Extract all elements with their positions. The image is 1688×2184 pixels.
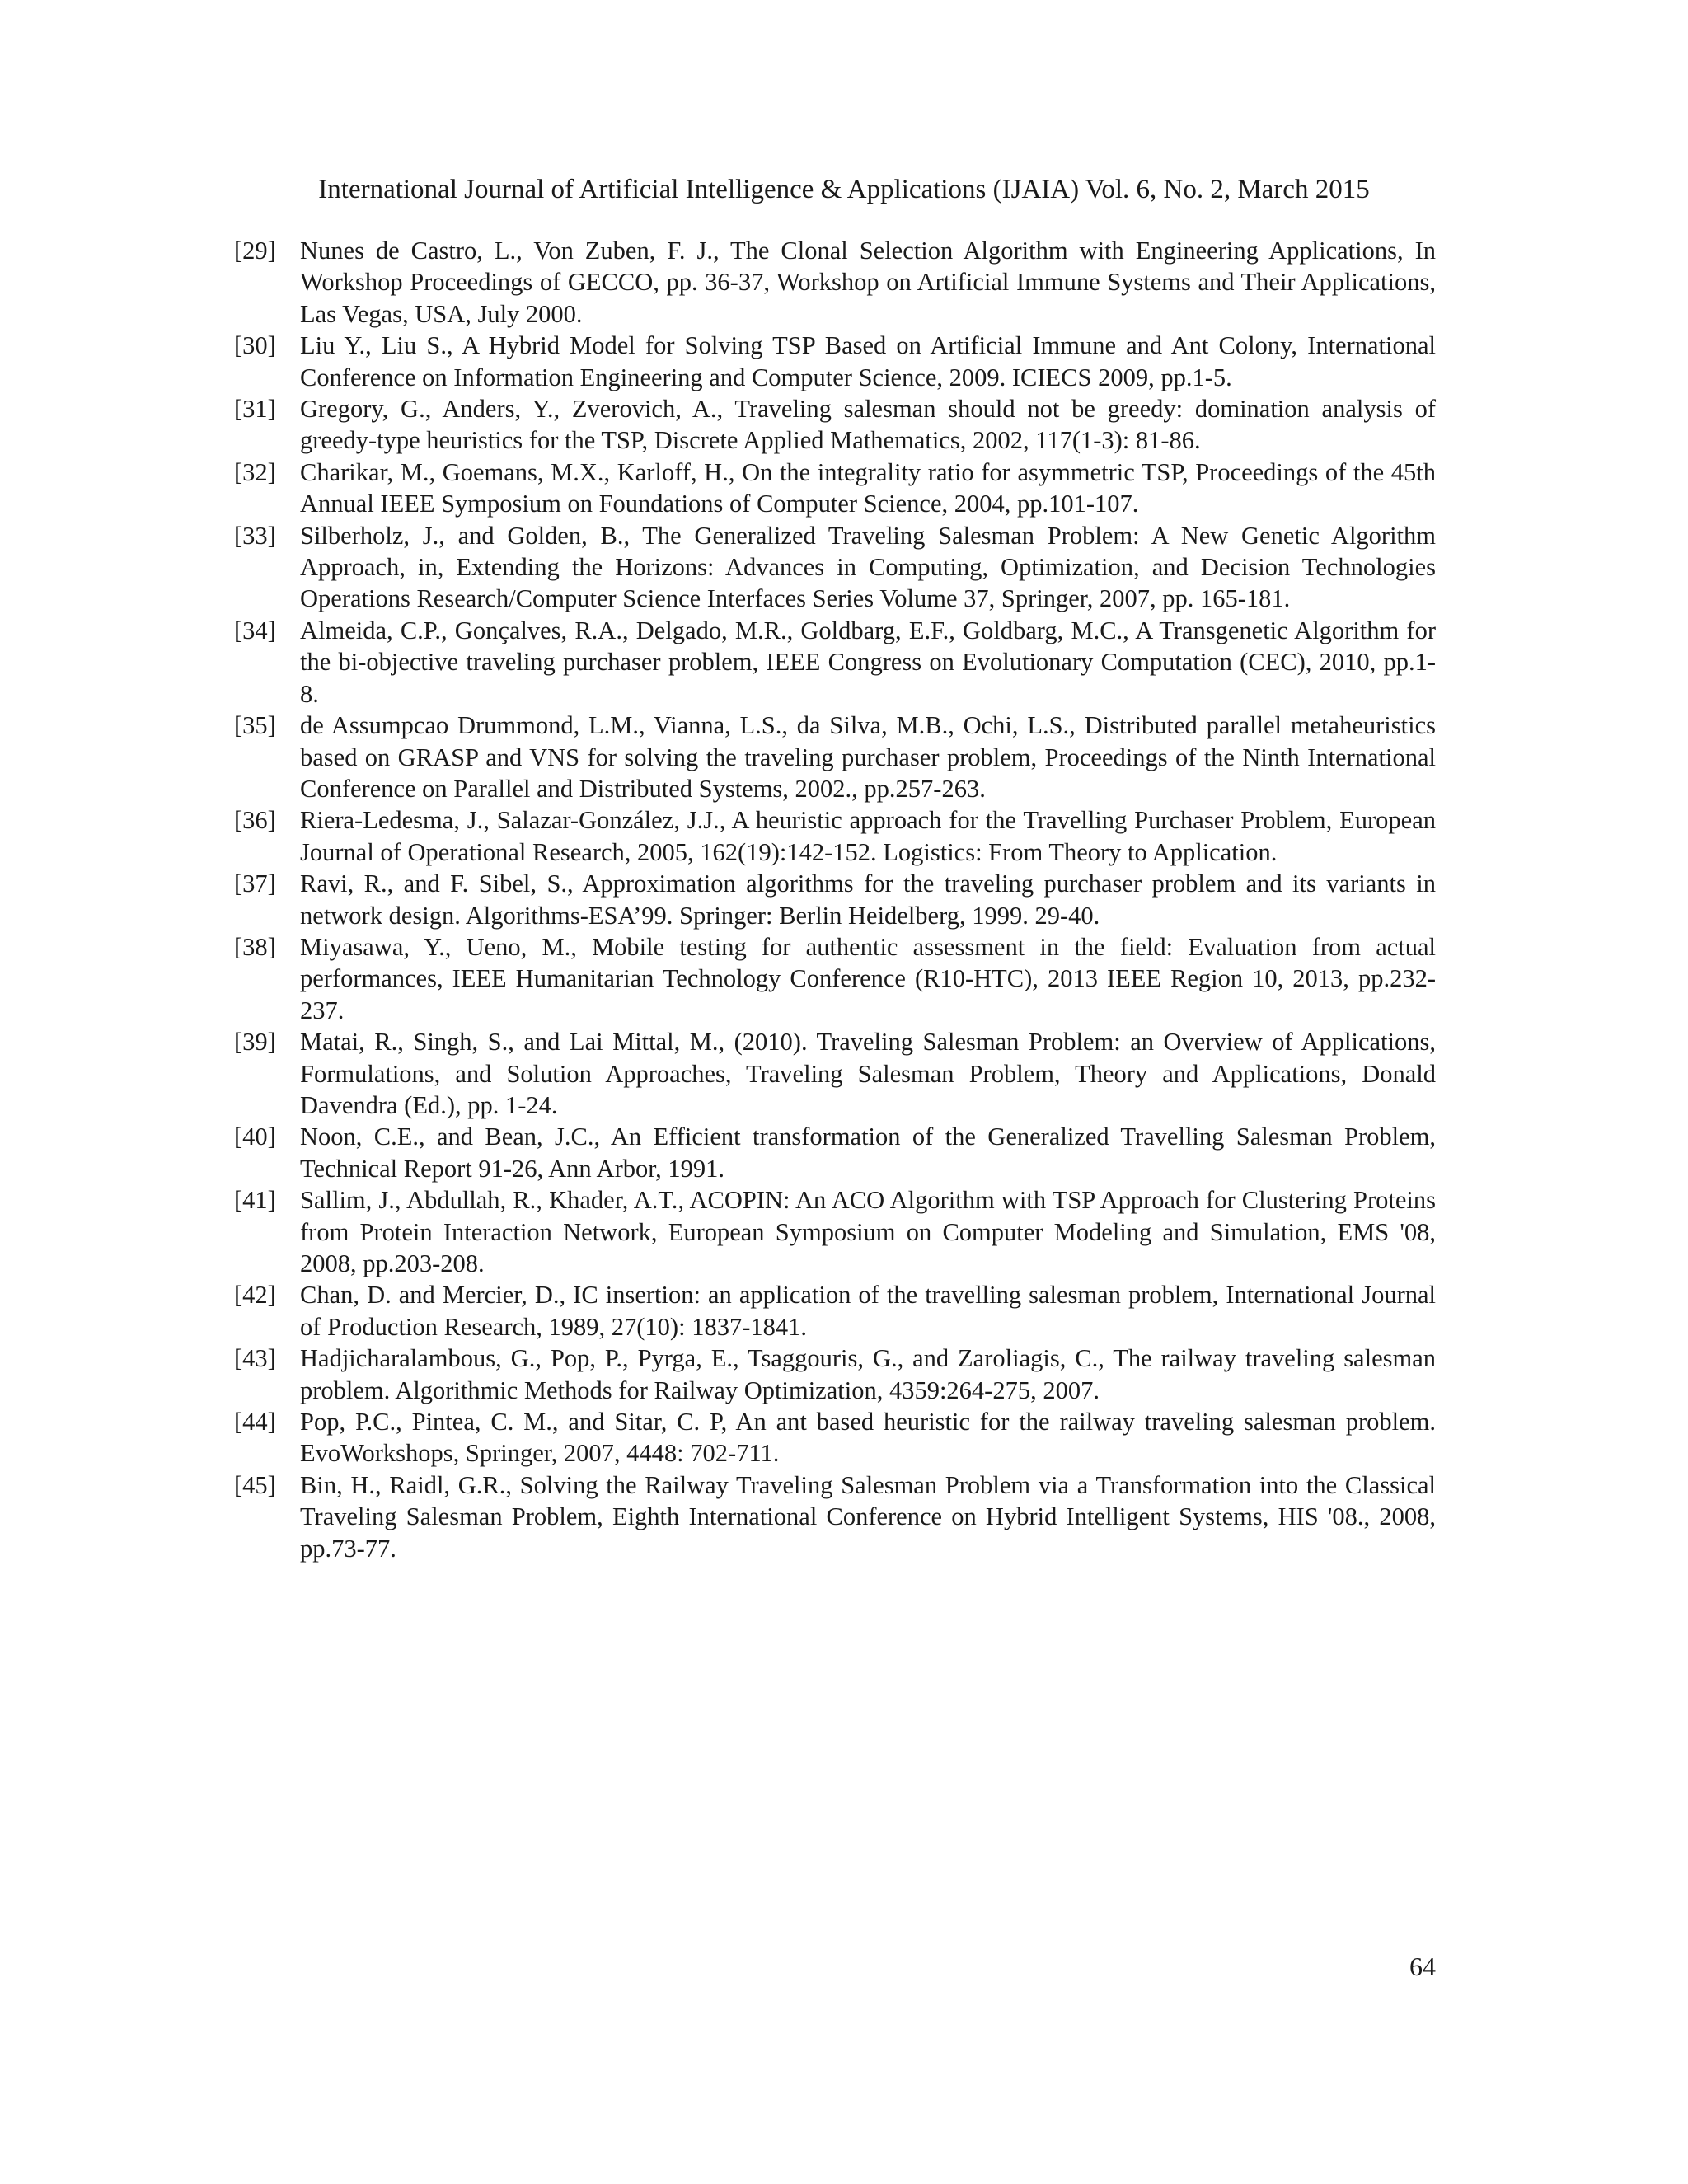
reference-item bbox=[234, 868, 1436, 931]
reference-item bbox=[234, 1026, 1436, 1121]
reference-item bbox=[234, 1343, 1436, 1406]
reference-item bbox=[234, 931, 1436, 1026]
reference-number: [37] bbox=[234, 869, 276, 898]
reference-item bbox=[234, 1406, 1436, 1469]
reference-text: Miyasawa, Y., Ueno, M., Mobile testing for authentic assessment in the field: Evaluation from actual performances, IEEE Humanitarian Technology Conference (R10-HTC), 2013 IEEE Region 10, 2013, pp.232-237. bbox=[300, 932, 1436, 1024]
reference-number: [35] bbox=[234, 711, 276, 740]
page-number: 64 bbox=[1409, 1952, 1436, 1981]
reference-text: Noon, C.E., and Bean, J.C., An Efficient transformation of the Generalized Travelling Salesman Problem, Technical Report 91-26, Ann Arbor, 1991. bbox=[300, 1122, 1436, 1183]
running-header: International Journal of Artificial Intelligence & Applications (IJAIA) Vol. 6, No. 2, March 2015 bbox=[318, 175, 1370, 204]
reference-text: Bin, H., Raidl, G.R., Solving the Railway Traveling Salesman Problem via a Transformation into the Classical Traveling Salesman Problem, Eighth International Conference on Hybrid Intelligent Systems, HIS '08., 2008, pp.73-77. bbox=[300, 1470, 1436, 1563]
reference-item bbox=[234, 457, 1436, 520]
reference-text: Riera-Ledesma, J., Salazar-González, J.J., A heuristic approach for the Travelling Purchaser Problem, European Journal of Operational Research, 2005, 162(19):142-152. Logistics: From Theory to Application. bbox=[300, 806, 1436, 866]
reference-number: [42] bbox=[234, 1281, 276, 1310]
reference-item bbox=[234, 235, 1436, 330]
reference-number: [29] bbox=[234, 237, 276, 265]
reference-item bbox=[234, 393, 1436, 457]
reference-number: [43] bbox=[234, 1344, 276, 1373]
reference-item bbox=[234, 804, 1436, 868]
reference-text: Chan, D. and Mercier, D., IC insertion: an application of the travelling salesman problem, International Journal of Production Research, 1989, 27(10): 1837-1841. bbox=[300, 1281, 1436, 1341]
reference-number: [40] bbox=[234, 1122, 276, 1151]
reference-item bbox=[234, 615, 1436, 710]
reference-number: [31] bbox=[234, 395, 276, 424]
reference-text: Pop, P.C., Pintea, C. M., and Sitar, C. P, An ant based heuristic for the railway traveling salesman problem. EvoWorkshops, Springer, 2007, 4448: 702-711. bbox=[300, 1408, 1436, 1468]
reference-item bbox=[234, 1469, 1436, 1564]
reference-number: [36] bbox=[234, 806, 276, 835]
reference-item bbox=[234, 1121, 1436, 1184]
reference-text: Almeida, C.P., Gonçalves, R.A., Delgado, M.R., Goldbarg, E.F., Goldbarg, M.C., A Transgenetic Algorithm for the bi-objective traveling purchaser problem, IEEE Congress on Evolutionary Computation (CEC), 2010, pp.1-8. bbox=[300, 616, 1436, 708]
reference-number: [39] bbox=[234, 1028, 276, 1057]
reference-text: Ravi, R., and F. Sibel, S., Approximation algorithms for the traveling purchaser problem and its variants in network design. Algorithms-ESA’99. Springer: Berlin Heidelberg, 1999. 29-40. bbox=[300, 869, 1436, 930]
reference-text: Hadjicharalambous, G., Pop, P., Pyrga, E., Tsaggouris, G., and Zaroliagis, C., The railway traveling salesman problem. Algorithmic Methods for Railway Optimization, 4359:264-275, 2007. bbox=[300, 1344, 1436, 1404]
reference-text: Liu Y., Liu S., A Hybrid Model for Solving TSP Based on Artificial Immune and Ant Colony, International Conference on Information Engineering and Computer Science, 2009. ICIECS 2009, pp.1-5. bbox=[300, 331, 1436, 391]
reference-number: [45] bbox=[234, 1470, 276, 1499]
reference-text: de Assumpcao Drummond, L.M., Vianna, L.S., da Silva, M.B., Ochi, L.S., Distributed parallel metaheuristics based on GRASP and VNS for solving the traveling purchaser problem, Proceedings of the Ninth International Conference on Parallel and Distributed Systems, 2002., pp.257-263. bbox=[300, 711, 1436, 803]
reference-number: [41] bbox=[234, 1186, 276, 1215]
reference-text: Gregory, G., Anders, Y., Zverovich, A., Traveling salesman should not be greedy: domination analysis of greedy-type heuristics for the TSP, Discrete Applied Mathematics, 2002, 117(1-3): 81-86. bbox=[300, 395, 1436, 455]
reference-list bbox=[234, 235, 1436, 1564]
reference-number: [32] bbox=[234, 457, 276, 486]
reference-text: Silberholz, J., and Golden, B., The Generalized Traveling Salesman Problem: A New Genetic Algorithm Approach, in, Extending the Horizons: Advances in Computing, Optimization, and Decision Technologies Operations Research/Computer Science Interfaces Series Volume 37, Springer, 2007, pp. 165-181. bbox=[300, 521, 1436, 613]
reference-number: [33] bbox=[234, 521, 276, 550]
reference-item bbox=[234, 1184, 1436, 1279]
reference-text: Charikar, M., Goemans, M.X., Karloff, H., On the integrality ratio for asymmetric TSP, Proceedings of the 45th Annual IEEE Symposium on Foundations of Computer Science, 2004, pp.101-107. bbox=[300, 457, 1436, 518]
reference-item bbox=[234, 710, 1436, 804]
reference-number: [30] bbox=[234, 331, 276, 360]
reference-number: [38] bbox=[234, 932, 276, 961]
reference-text: Sallim, J., Abdullah, R., Khader, A.T., ACOPIN: An ACO Algorithm with TSP Approach for Clustering Proteins from Protein Interaction Network, European Symposium on Computer Modeling and Simulation, EMS '08, 2008, pp.203-208. bbox=[300, 1186, 1436, 1277]
reference-item bbox=[234, 1279, 1436, 1343]
reference-text: Nunes de Castro, L., Von Zuben, F. J., The Clonal Selection Algorithm with Engineering Applications, In Workshop Proceedings of GECCO, pp. 36-37, Workshop on Artificial Immune Systems and Their Applications, Las Vegas, USA, July 2000. bbox=[300, 237, 1436, 328]
reference-number: [34] bbox=[234, 616, 276, 644]
reference-item bbox=[234, 330, 1436, 393]
reference-text: Matai, R., Singh, S., and Lai Mittal, M., (2010). Traveling Salesman Problem: an Overview of Applications, Formulations, and Solution Approaches, Traveling Salesman Problem, Theory and Applications, Donald Davendra (Ed.), pp. 1-24. bbox=[300, 1028, 1436, 1119]
reference-item bbox=[234, 520, 1436, 615]
reference-number: [44] bbox=[234, 1408, 276, 1436]
